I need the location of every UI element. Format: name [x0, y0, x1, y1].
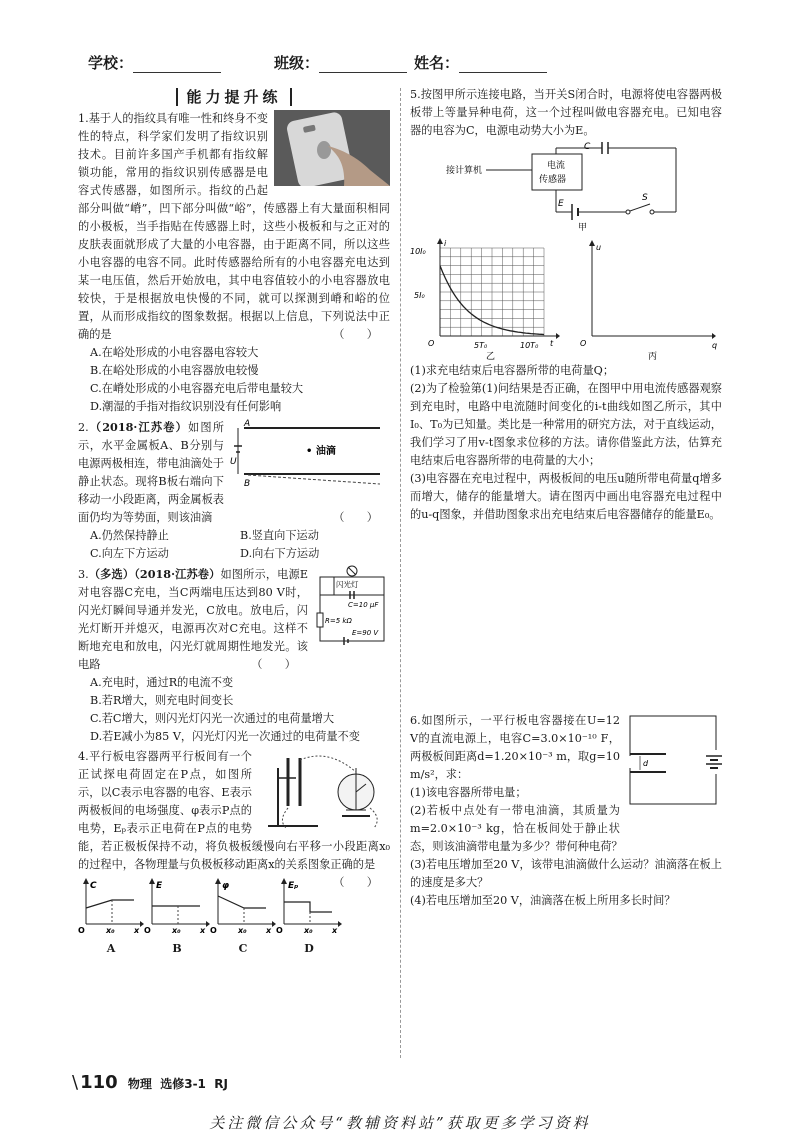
- question-6-stem: 6.如图所示，一平行板电容器接在U=12 V的直流电源上，电容C=3.0×10⁻¹⁰ F，两极板间距离d=1.20×10⁻³ m，取g=10 m/s²，求：: [410, 714, 620, 781]
- question-4-stem: 4.平行板电容器两平行板间有一个正试探电荷固定在P点，如图所示，以C表示电容器的电容、E表示两极板间的电场强度、φ表示P点的电势，Eₚ表示正电荷在P点的电势能，若正极板保持不动，将负极板缓慢向右平移一小段距离x₀的过程中，各物理量与负极板移动距离x的关系图象正确的是 （ ）: [78, 748, 390, 874]
- graph-c-label: C: [238, 942, 248, 955]
- graph-b-label: B: [172, 942, 182, 955]
- graph-d-label: D: [304, 942, 314, 955]
- graph-b-x: x: [200, 926, 206, 934]
- answer-paren[interactable]: （ ）: [333, 511, 378, 524]
- axis-10i0: 10I₀: [410, 247, 426, 256]
- axis-origin: O: [428, 339, 435, 348]
- sensor-label-1: 电流: [547, 161, 566, 171]
- graph-c-x0: x₀: [238, 926, 247, 934]
- lamp-label: 闪光灯: [336, 580, 359, 589]
- option-c[interactable]: C.在嵴处形成的小电容器充电后带电量较大: [90, 382, 304, 395]
- question-5-part-2: (2)为了检验第(1)问结果是否正确，在图甲中用电流传感器观察到充电时，电路中电流随时间变化的i-t曲线如图乙所示，其中I₀、T₀为已知量。类比是一种常用的研究方法，对于直线运动，我们学习了用v-t图象求位移的方法。请你借鉴此方法，估算充电结束后电容器所带的电荷量的大小；: [410, 382, 722, 467]
- axis-q: q: [712, 341, 718, 350]
- option-a[interactable]: A.在峪处形成的小电容器电容较大: [90, 346, 259, 359]
- graph-c-ylabel: φ: [222, 881, 230, 891]
- graph-c-x: x: [266, 926, 272, 934]
- graph-d-origin: O: [276, 926, 283, 934]
- question-5: [410, 86, 722, 524]
- graphs-yi-bing: [410, 238, 722, 362]
- name-field[interactable]: [414, 52, 547, 73]
- graph-b-ylabel: E: [156, 881, 163, 891]
- question-2-stem: 2.（2018·江苏卷）如图所示，水平金属板A、B分别与电源两极相连，带电油滴处于静止状态。现将B板右端向下移动一小段距离，两金属板表面仍均为等势面，则该油滴 （ ）: [78, 418, 390, 527]
- class-field[interactable]: [274, 52, 407, 73]
- capacitor-label: C: [584, 142, 591, 152]
- question-2: [78, 418, 390, 563]
- graph-option-a[interactable]: [78, 878, 144, 958]
- question-5-stem: 5.按图甲所示连接电路，当开关S闭合时，电源将使电容器两极板带上等量异种电荷，这一个过程叫做电容器充电。已知电容器的电容为C，电源电动势大小为E。: [410, 88, 722, 137]
- name-blank[interactable]: [459, 56, 547, 73]
- question-3: [78, 565, 390, 746]
- figure-bing-label: 丙: [648, 352, 658, 362]
- option-d[interactable]: D.向右下方运动: [240, 547, 320, 560]
- computer-label: 接计算机: [446, 166, 483, 176]
- capacitor-battery-figure: [626, 712, 722, 822]
- resistor-label: R=5 kΩ: [325, 617, 352, 625]
- graph-a-x: x: [134, 926, 140, 934]
- section-title: 能力提升练: [78, 88, 390, 106]
- flash-lamp-circuit-figure: [314, 565, 390, 657]
- fingerprint-phone-photo: [274, 110, 390, 192]
- i-t-graph-yi: [410, 238, 560, 362]
- option-b[interactable]: B.竖直向下运动: [240, 529, 319, 542]
- source-label: E=90 V: [352, 629, 379, 637]
- voltage-label: U: [230, 457, 237, 467]
- i-t-grid: [440, 248, 544, 336]
- page-number: 110: [80, 1072, 118, 1093]
- axis-origin: O: [580, 339, 587, 348]
- axis-10t0: 10T₀: [520, 341, 539, 350]
- emf-label: E: [558, 199, 564, 209]
- student-info-header: [88, 52, 728, 76]
- capacitor-label: C=10 μF: [348, 601, 379, 609]
- answer-paren[interactable]: （ ）: [333, 328, 378, 341]
- plate-a-label: A: [244, 419, 251, 429]
- oil-drop-label: • 油滴: [306, 446, 336, 457]
- figure-yi-label: 乙: [486, 352, 496, 362]
- distance-label: d: [643, 759, 649, 768]
- question-5-part-1: (1)求充电结束后电容器所带的电荷量Q；: [410, 364, 615, 377]
- graph-option-c[interactable]: [210, 878, 276, 958]
- answer-paren[interactable]: （ ）: [333, 876, 378, 889]
- graph-d-x: x: [332, 926, 338, 934]
- options-row-1: [78, 527, 390, 545]
- option-a[interactable]: A.充电时，通过R的电流不变: [90, 676, 234, 689]
- switch-label: S: [642, 193, 648, 203]
- axis-i: i: [444, 239, 447, 248]
- charging-circuit-figure-jia: [410, 140, 722, 238]
- axis-t: t: [550, 339, 554, 348]
- school-blank[interactable]: [133, 56, 221, 73]
- edition-label: RJ: [214, 1077, 228, 1091]
- class-label: 班级：: [274, 54, 320, 72]
- electroscope-apparatus-figure: [258, 748, 390, 836]
- left-column: [78, 86, 390, 960]
- school-field[interactable]: [88, 52, 221, 73]
- option-d[interactable]: D.若E减小为85 V，闪光灯闪光一次通过的电荷量不变: [90, 730, 360, 743]
- u-q-graph-bing[interactable]: [572, 238, 722, 362]
- parallel-plate-figure: [230, 418, 390, 494]
- sensor-label-2: 传感器: [539, 175, 567, 185]
- graph-b-x0: x₀: [172, 926, 181, 934]
- option-c[interactable]: C.若C增大，则闪光灯闪光一次通过的电荷量增大: [90, 712, 335, 725]
- question-5-part-3: (3)电容器在充电过程中，两极板间的电压u随所带电荷量q增多而增大，储存的能量增大。请在图丙中画出电容器充电过程中的u-q图象，并借助图象求出充电结束后电容器储存的能量E₀。: [410, 472, 722, 521]
- right-column: [410, 86, 722, 526]
- plate-b-label: B: [244, 479, 251, 488]
- question-1-stem: 1.基于人的指纹具有唯一性和终身不变性的特点，科学家们发明了指纹识别技术。目前许多国产手机都有指纹解锁功能，常用的指纹识别传感器是电容式传感器，如图所示。指纹的凸起部分叫做“嵴”，凹下部分叫做“峪”，传感器上有大量面积相同的小极板，当手指贴在传感器上时，这些小极板和与之正对的皮肤表面就形成了大量的小电容器，由于距离不同，所以这些小电容器的电容不同。此时传感器给所有的小电容器充电达到某一电压值，然后开始放电，其中电容值较小的小电容器放电较快，于是根据放电快慢的不同，就可以探测到嵴和峪的位置，从而形成指纹的图象数据。根据以上信息，下列说法中正确的是 （ ）: [78, 110, 390, 344]
- question-4: [78, 748, 390, 958]
- question-6: [410, 712, 722, 910]
- question-3-stem: 3.（多选）（2018·江苏卷）如图所示，电源E对电容器C充电，当C两端电压达到80 V时，闪光灯瞬间导通并发光，C放电。放电后，闪光灯断开并熄灭，电源再次对C充电。这样不断地充电和放电，闪光灯就周期性地发光。该电路 （ ）: [78, 565, 390, 674]
- book-label: 选修3-1: [160, 1077, 206, 1091]
- figure-jia-label: 甲: [578, 223, 588, 232]
- question-6-part-2: (2)若板中点处有一带电油滴，其质量为m=2.0×10⁻³ kg，恰在板间处于静止状态，则该油滴带电量为多少？带何种电荷？: [410, 804, 623, 853]
- graph-b-origin: O: [144, 926, 151, 934]
- option-d[interactable]: D.潮湿的手指对指纹识别没有任何影响: [90, 400, 282, 413]
- graph-option-b[interactable]: [144, 878, 210, 958]
- graph-d-x0: x₀: [304, 926, 313, 934]
- graph-a-ylabel: C: [90, 881, 97, 891]
- answer-graphs: [78, 878, 338, 958]
- answer-paren[interactable]: （ ）: [251, 658, 296, 671]
- subject-label: 物理: [127, 1077, 152, 1091]
- axis-u: u: [596, 243, 602, 252]
- graph-a-label: A: [106, 942, 116, 955]
- wechat-promo-note: 关注微信公众号“教辅资料站”获取更多学习资料: [209, 1114, 591, 1132]
- school-label: 学校：: [88, 54, 134, 72]
- option-c[interactable]: C.向左下方运动: [90, 547, 169, 560]
- graph-a-x0: x₀: [106, 926, 115, 934]
- page-footer: \ 110 物理 选修3-1 RJ: [72, 1072, 228, 1093]
- column-divider: [400, 88, 401, 1058]
- name-label: 姓名：: [414, 54, 460, 72]
- option-b[interactable]: B.若R增大，则充电时间变长: [90, 694, 234, 707]
- graph-c-origin: O: [210, 926, 217, 934]
- axis-5i0: 5I₀: [414, 291, 425, 300]
- question-6-part-1: (1)该电容器所带电量；: [410, 786, 527, 799]
- question-6-part-3: (3)若电压增加至20 V，该带电油滴做什么运动？油滴落在板上的速度是多大？: [410, 858, 722, 889]
- option-a[interactable]: A.仍然保持静止: [90, 529, 169, 542]
- question-1: [78, 110, 390, 416]
- class-blank[interactable]: [319, 56, 407, 73]
- graph-d-ylabel: Eₚ: [288, 881, 299, 891]
- graph-option-d[interactable]: [276, 878, 342, 958]
- question-6-part-4: (4)若电压增加至20 V，油滴落在板上所用多长时间？: [410, 894, 676, 907]
- options-row-2: [78, 545, 390, 563]
- graph-a-origin: O: [78, 926, 85, 934]
- axis-5t0: 5T₀: [474, 341, 488, 350]
- option-b[interactable]: B.在峪处形成的小电容器放电较慢: [90, 364, 259, 377]
